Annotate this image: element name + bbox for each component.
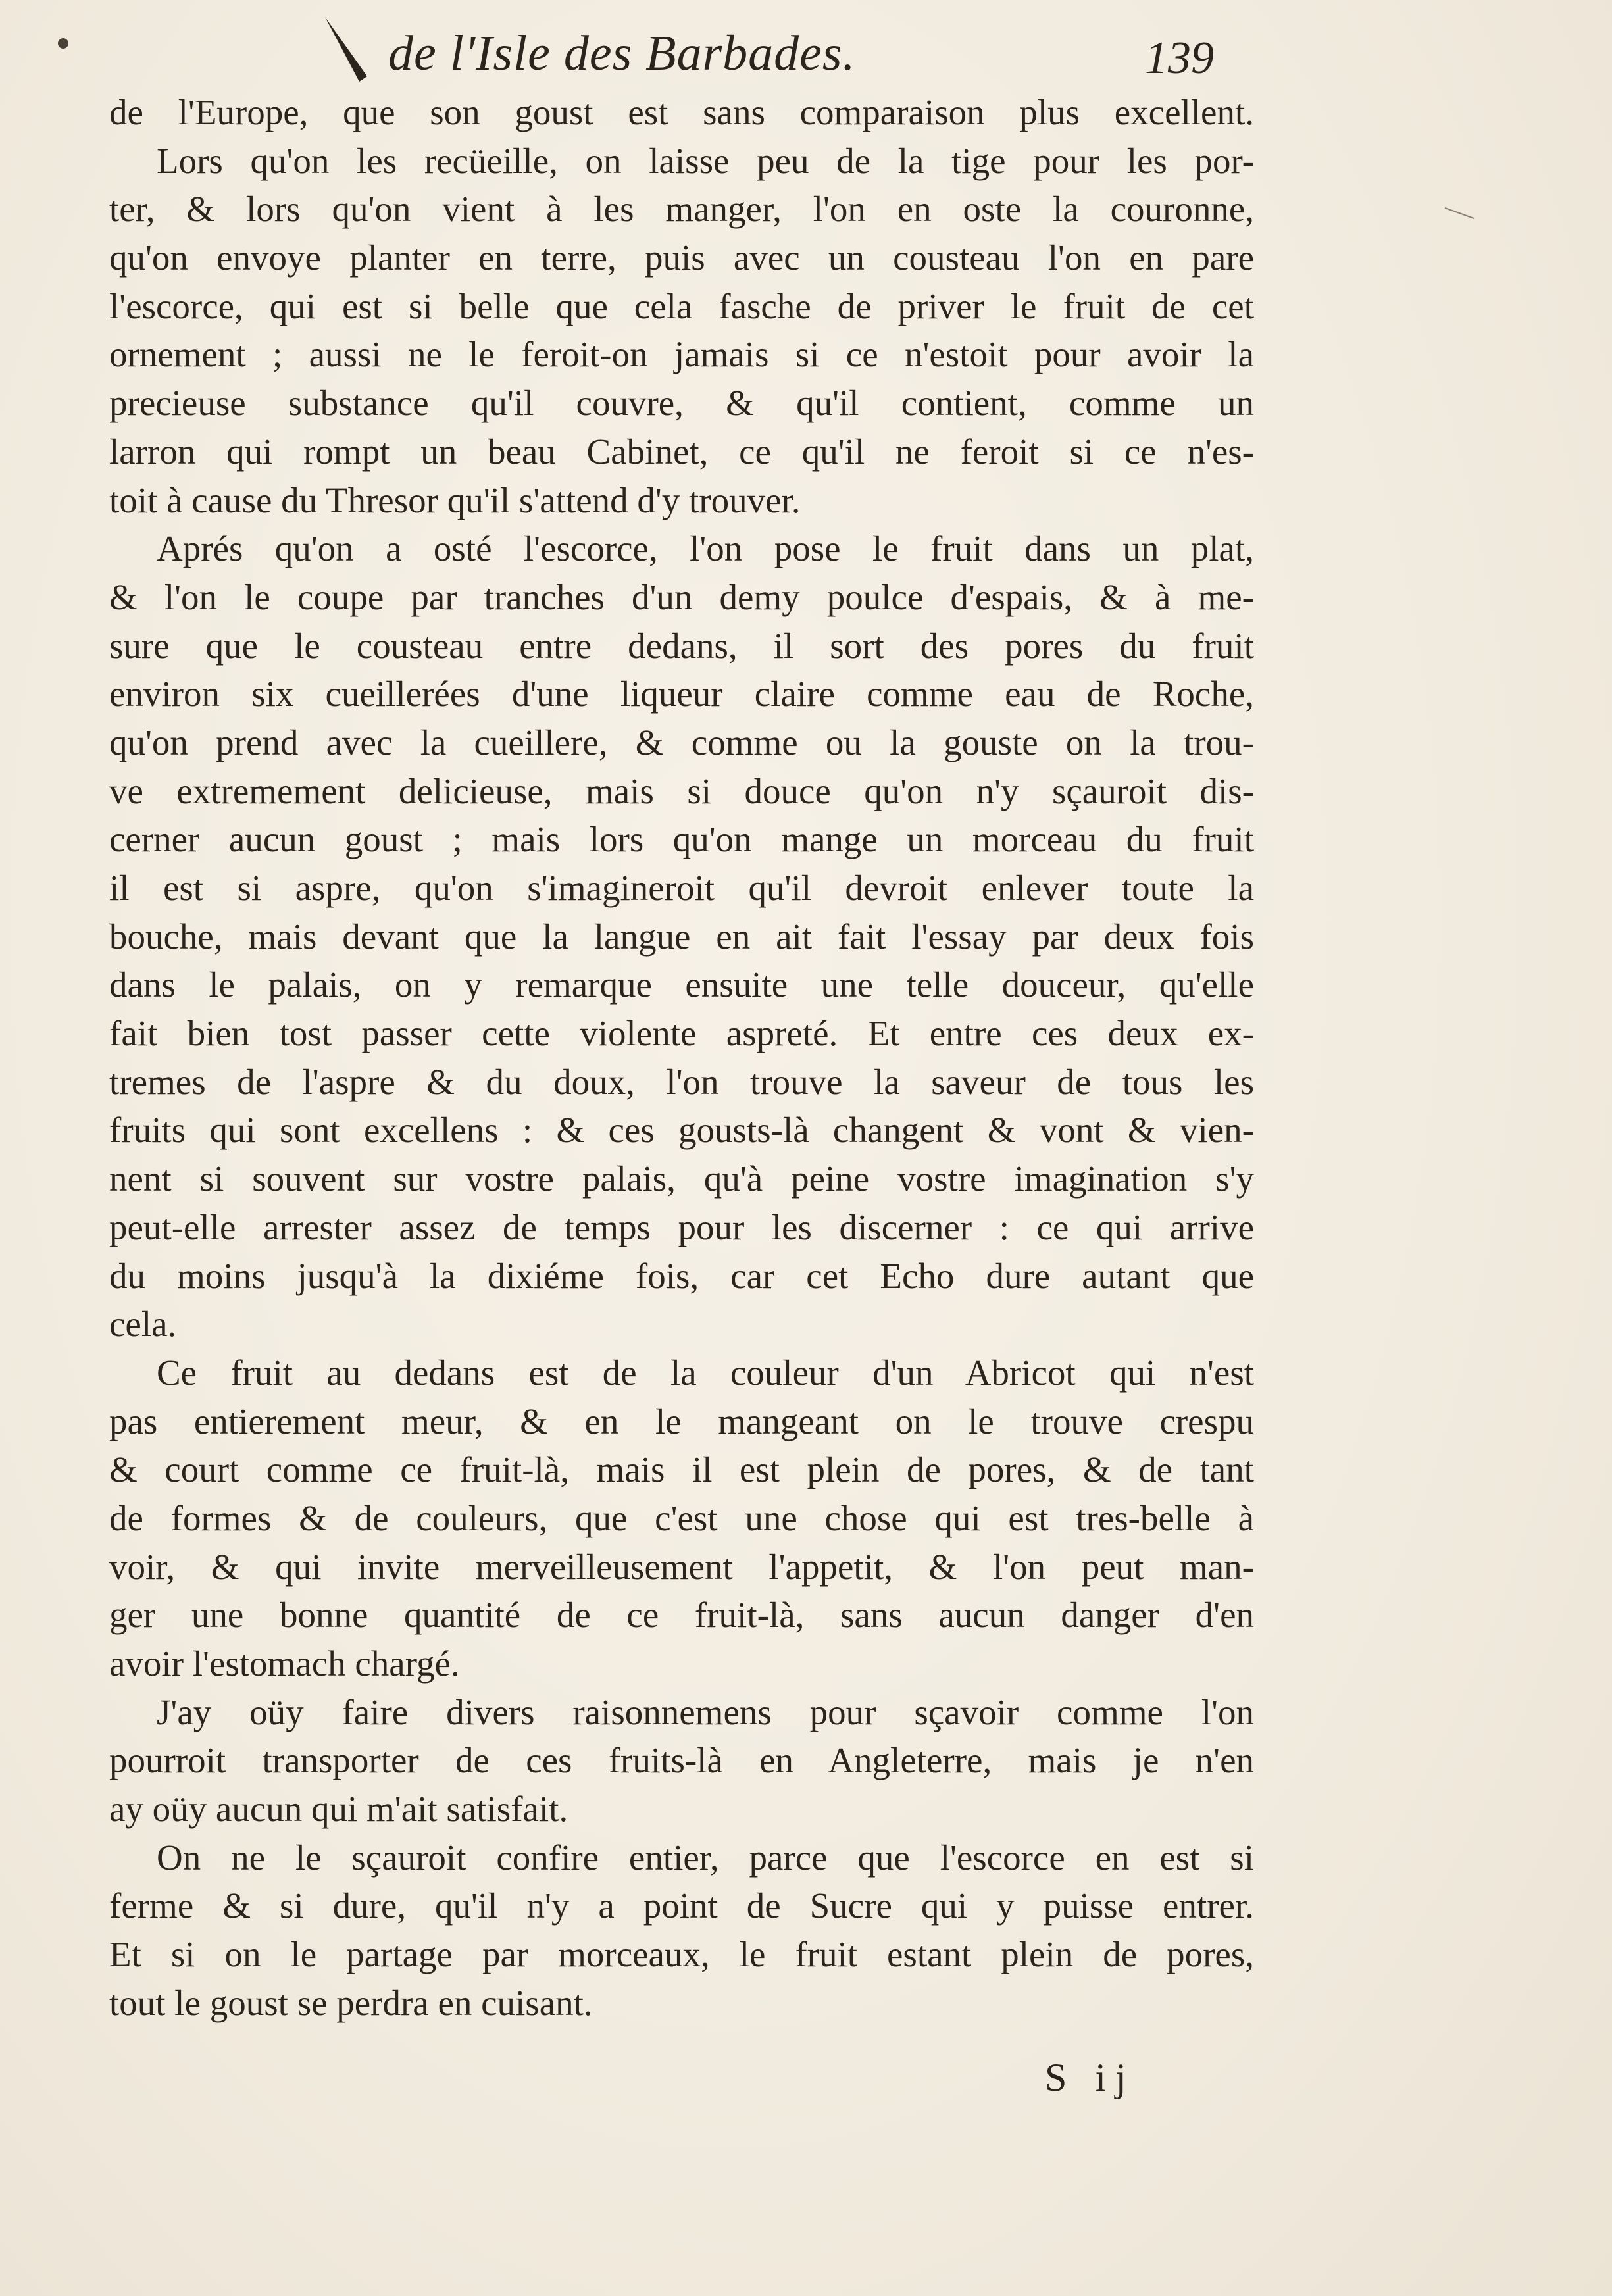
margin-mark-icon xyxy=(1444,205,1475,220)
text-line: precieuse substance qu'il couvre, & qu'il contient, comme un xyxy=(109,383,1254,424)
text-line: qu'on envoye planter en terre, puis avec un cousteau l'on en pare xyxy=(109,237,1254,278)
text-line: Lors qu'on les recüeille, on laisse peu de la tige pour les por- xyxy=(157,140,1254,181)
ink-speck xyxy=(58,38,68,49)
text-line: ferme & si dure, qu'il n'y a point de Sucre qui y puisse entrer. xyxy=(109,1885,1254,1926)
text-line: pas entierement meur, & en le mangeant on le trouve crespu xyxy=(109,1401,1254,1441)
text-line: de l'Europe, que son goust est sans comparaison plus excellent. xyxy=(109,92,1254,132)
text-line: de formes & de couleurs, que c'est une chose qui est tres-belle à xyxy=(109,1497,1254,1538)
page-number: 139 xyxy=(1145,33,1214,84)
text-line: cerner aucun goust ; mais lors qu'on mange un morceau du fruit xyxy=(109,819,1254,860)
text-line: larron qui rompt un beau Cabinet, ce qu'il ne feroit si ce n'es- xyxy=(109,431,1254,472)
text-line: fruits qui sont excellens : & ces gousts-là changent & vont & vien- xyxy=(109,1110,1254,1151)
text-line: tremes de l'aspre & du doux, l'on trouve la saveur de tous les xyxy=(109,1061,1254,1102)
text-line: Aprés qu'on a osté l'escorce, l'on pose le fruit dans un plat, xyxy=(157,528,1254,569)
text-line: qu'on prend avec la cueillere, & comme ou la gouste on la trou- xyxy=(109,722,1254,762)
text-line: voir, & qui invite merveilleusement l'appetit, & l'on peut man- xyxy=(109,1546,1254,1587)
text-line: On ne le sçauroit confire entier, parce que l'escorce en est si xyxy=(157,1837,1254,1878)
running-title: de l'Isle des Barbades. xyxy=(388,26,856,81)
text-line: tout le goust se perdra en cuisant. xyxy=(109,1982,593,2023)
text-line: il est si aspre, qu'on s'imagineroit qu'il devroit enlever toute la xyxy=(109,868,1254,908)
text-line: avoir l'estomach chargé. xyxy=(109,1643,460,1684)
text-line: ve extremement delicieuse, mais si douce qu'on n'y sçauroit dis- xyxy=(109,770,1254,811)
text-line: pourroit transporter de ces fruits-là en Angleterre, mais je n'en xyxy=(109,1740,1254,1781)
text-line: fait bien tost passer cette violente aspreté. Et entre ces deux ex- xyxy=(109,1013,1254,1054)
text-line: & l'on le coupe par tranches d'un demy poulce d'espais, & à me- xyxy=(109,576,1254,617)
signature-mark: S ij xyxy=(1045,2056,1136,2099)
text-line: Ce fruit au dedans est de la couleur d'un Abricot qui n'est xyxy=(157,1352,1254,1393)
text-line: ter, & lors qu'on vient à les manger, l'on en oste la couronne, xyxy=(109,189,1254,230)
text-line: ay oüy aucun qui m'ait satisfait. xyxy=(109,1789,568,1830)
pen-mark-icon xyxy=(321,13,374,86)
text-line: toit à cause du Thresor qu'il s'attend d'y trouver. xyxy=(109,480,801,520)
text-line: du moins jusqu'à la dixiéme fois, car cet Echo dure autant que xyxy=(109,1255,1254,1296)
body-text xyxy=(109,88,1254,2028)
text-line: environ six cueillerées d'une liqueur claire comme eau de Roche, xyxy=(109,674,1254,714)
text-line: J'ay oüy faire divers raisonnemens pour sçavoir comme l'on xyxy=(157,1691,1254,1732)
text-line: & court comme ce fruit-là, mais il est plein de pores, & de tant xyxy=(109,1449,1254,1490)
text-line: nent si souvent sur vostre palais, qu'à peine vostre imagination s'y xyxy=(109,1159,1254,1199)
text-line: ger une bonne quantité de ce fruit-là, sans aucun danger d'en xyxy=(109,1595,1254,1635)
text-line: peut-elle arrester assez de temps pour les discerner : ce qui arrive xyxy=(109,1207,1254,1247)
text-line: cela. xyxy=(109,1304,177,1345)
text-line: l'escorce, qui est si belle que cela fasche de priver le fruit de cet xyxy=(109,286,1254,326)
text-line: dans le palais, on y remarque ensuite une telle douceur, qu'elle xyxy=(109,964,1254,1005)
text-line: bouche, mais devant que la langue en ait fait l'essay par deux fois xyxy=(109,916,1254,957)
text-line: ornement ; aussi ne le feroit-on jamais si ce n'estoit pour avoir la xyxy=(109,334,1254,375)
text-line: sure que le cousteau entre dedans, il sort des pores du fruit xyxy=(109,625,1254,666)
text-line: Et si on le partage par morceaux, le fruit estant plein de pores, xyxy=(109,1934,1254,1975)
